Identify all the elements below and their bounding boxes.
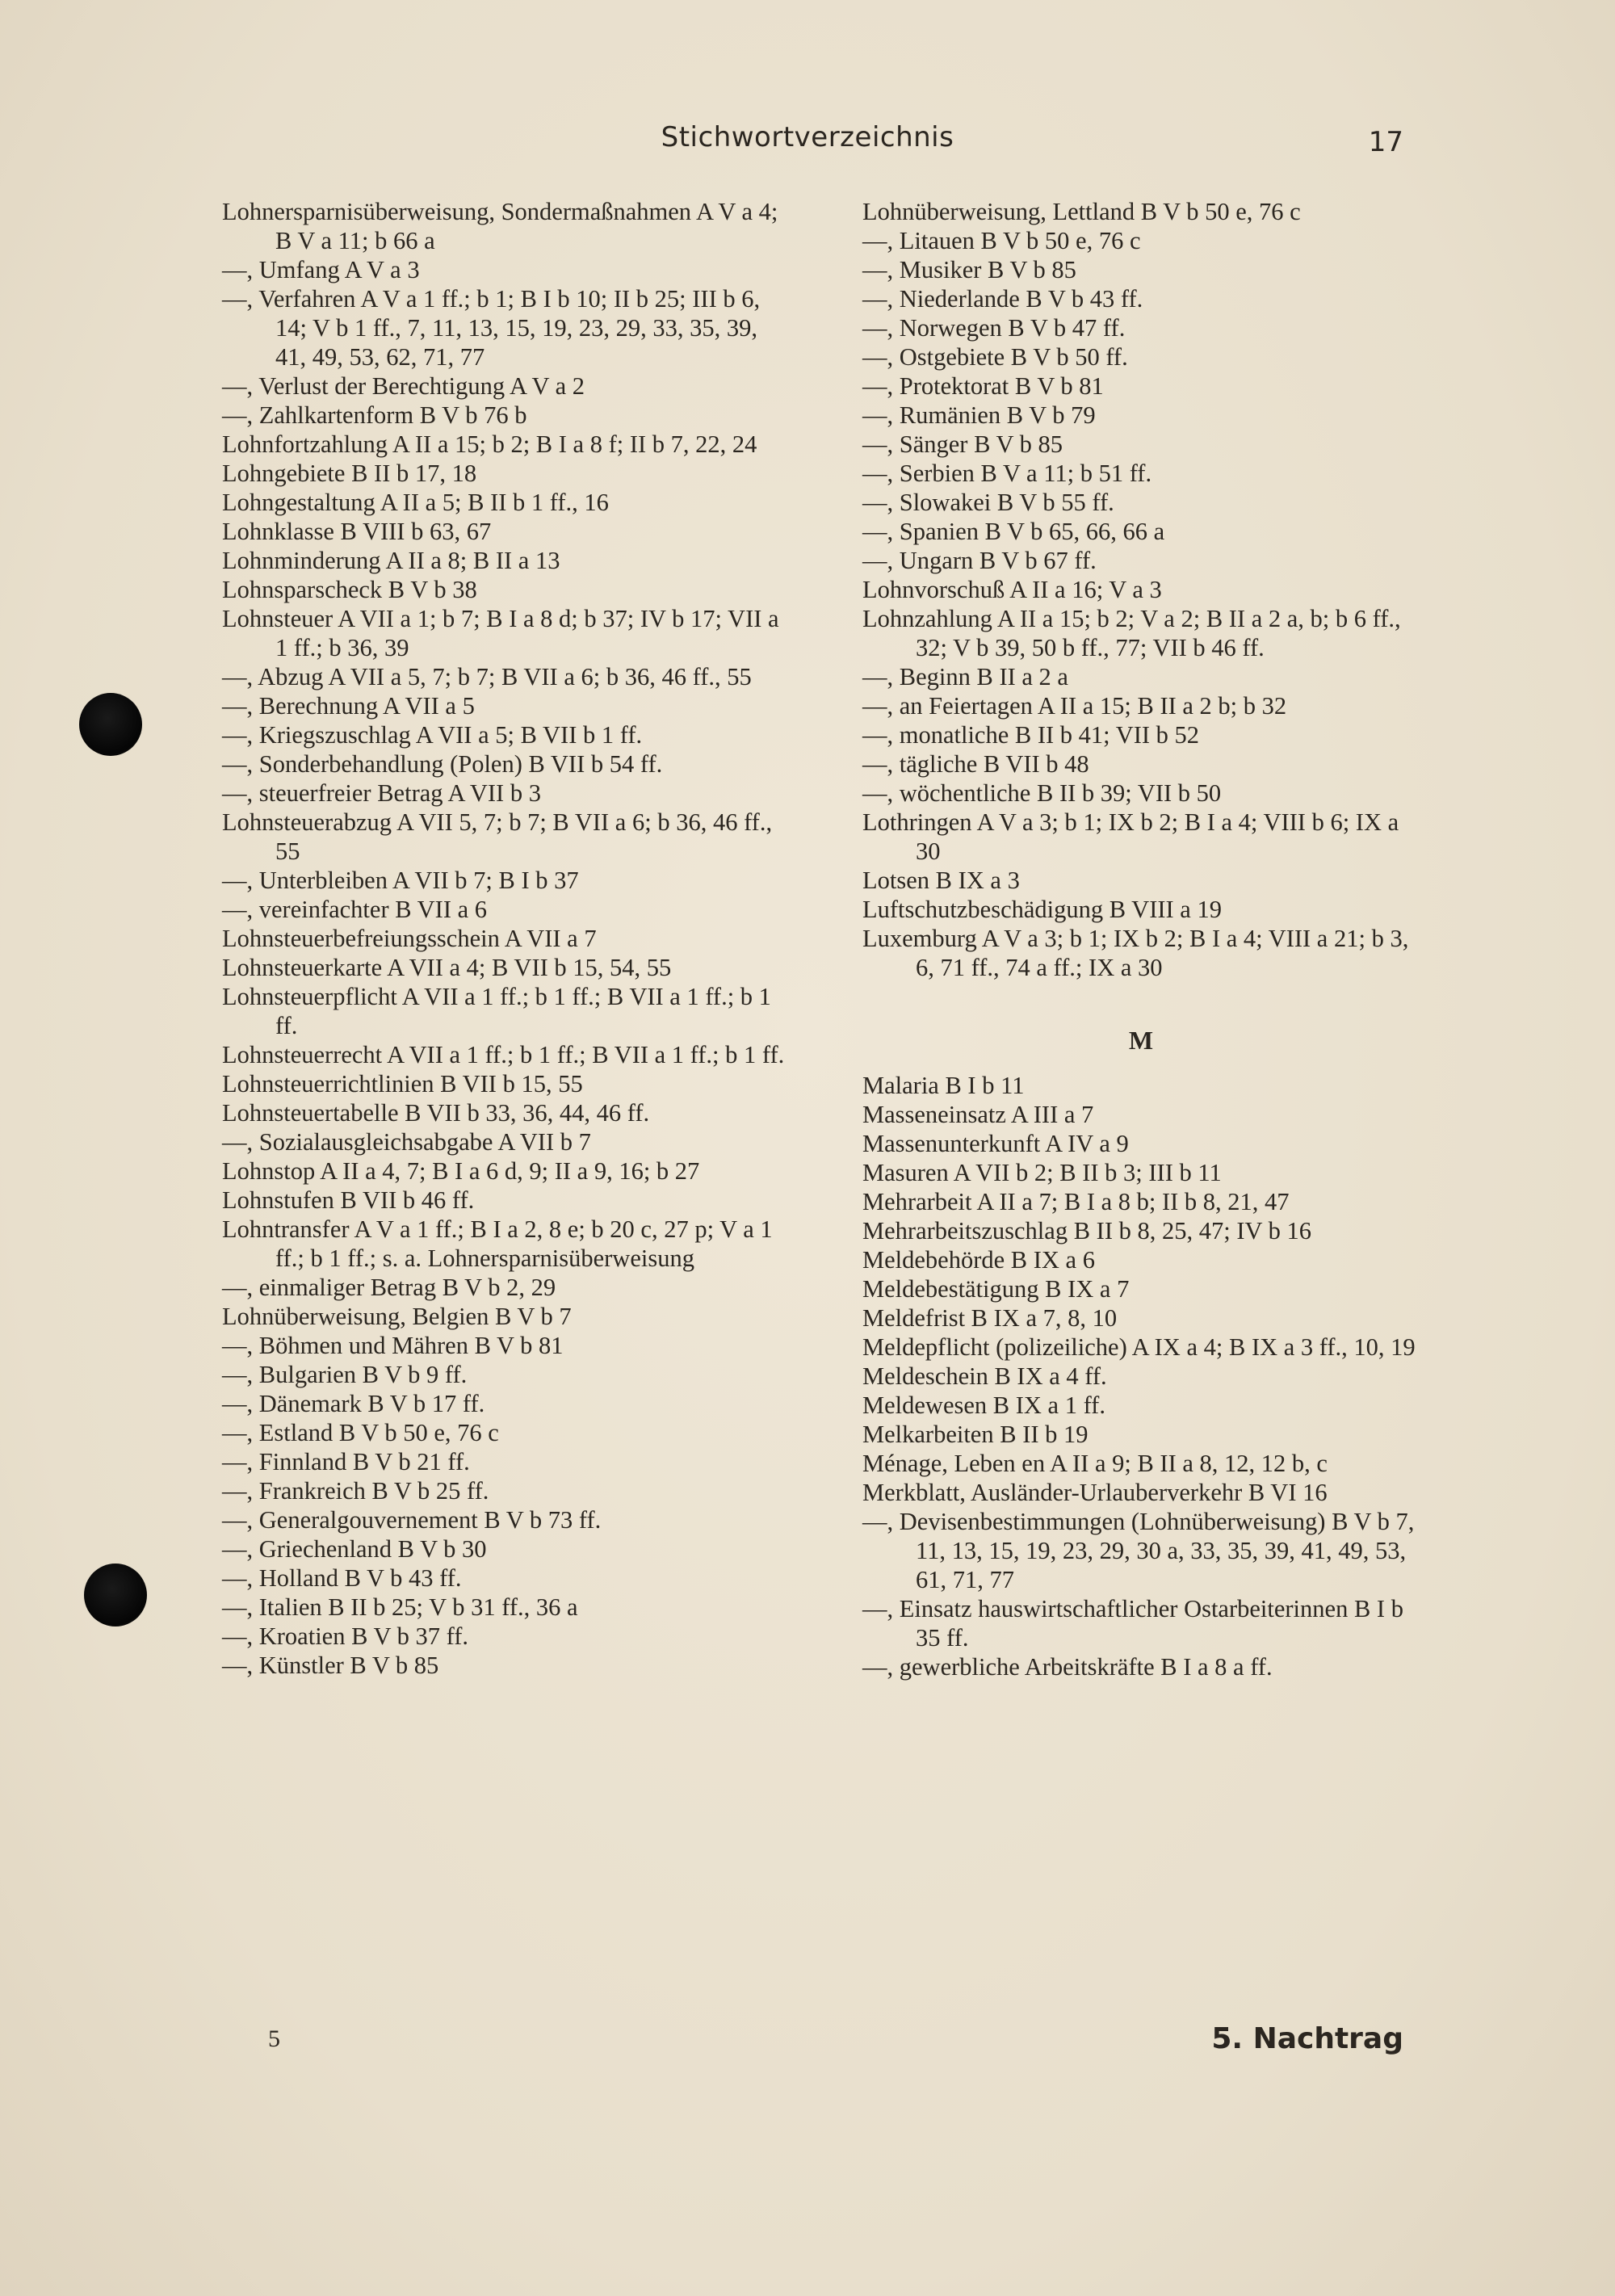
index-entry: —, Kriegszuschlag A VII a 5; B VII b 1 ff. [222, 721, 643, 749]
index-entry: Luftschutzbeschädigung B VIII a 19 [862, 896, 1222, 923]
index-entry: —, Norwegen B V b 47 ff. [862, 314, 1126, 342]
index-entry: Lohnstufen B VII b 46 ff. [222, 1186, 475, 1214]
index-entry: Lohnfortzahlung A II a 15; b 2; B I a 8 f; II b 7, 22, 24 [222, 430, 757, 458]
index-entry: Lohntransfer A V a 1 ff.; B I a 2, 8 e; b 20 c, 27 p; V a 1 ff.; b 1 ff.; s. a. Lohnersparnisüberweisung [222, 1215, 773, 1272]
index-entry: —, Verlust der Berechtigung A V a 2 [222, 372, 585, 400]
index-entry: Merkblatt, Ausländer-Urlauberverkehr B VI 16 [862, 1479, 1328, 1506]
index-entry: Lohnstop A II a 4, 7; B I a 6 d, 9; II a 9, 16; b 27 [222, 1157, 700, 1185]
index-entry: Lohnsparscheck B V b 38 [222, 576, 477, 603]
index-entry: —, Ungarn B V b 67 ff. [862, 547, 1097, 574]
index-entry: —, wöchentliche B II b 39; VII b 50 [862, 779, 1222, 807]
index-entry: —, Italien B II b 25; V b 31 ff., 36 a [222, 1593, 578, 1621]
index-entry: —, Verfahren A V a 1 ff.; b 1; B I b 10; II b 25; III b 6, 14; V b 1 ff., 7, 11, 13, 15, 19, 23, 29, 33, 35, 39, 41, 49, 53, 62, 71, 77 [222, 285, 761, 371]
index-entry: —, Spanien B V b 65, 66, 66 a [862, 518, 1165, 545]
punch-hole-bottom [84, 1564, 147, 1627]
index-entry: —, Niederlande B V b 43 ff. [862, 285, 1143, 313]
index-entry: —, Litauen B V b 50 e, 76 c [862, 227, 1141, 254]
index-column-left [222, 197, 787, 1680]
index-entry: Lohnsteuerpflicht A VII a 1 ff.; b 1 ff.; B VII a 1 ff.; b 1 ff. [222, 983, 771, 1039]
index-entry: —, Bulgarien B V b 9 ff. [222, 1361, 468, 1388]
index-entry: —, Rumänien B V b 79 [862, 401, 1096, 429]
index-entry: Massenunterkunft A IV a 9 [862, 1130, 1129, 1157]
index-column-right [862, 197, 1420, 1681]
index-entry: —, Musiker B V b 85 [862, 256, 1076, 283]
index-entry: Lohnsteuerrichtlinien B VII b 15, 55 [222, 1070, 583, 1098]
index-entry: Lohnsteuer A VII a 1; b 7; B I a 8 d; b 37; IV b 17; VII a 1 ff.; b 36, 39 [222, 605, 779, 661]
index-entry: —, Holland B V b 43 ff. [222, 1564, 462, 1592]
index-entry: —, Zahlkartenform B V b 76 b [222, 401, 527, 429]
index-entry: Masuren A VII b 2; B II b 3; III b 11 [862, 1159, 1222, 1186]
index-entry: —, Slowakei B V b 55 ff. [862, 489, 1114, 516]
index-entry: Malaria B I b 11 [862, 1072, 1025, 1099]
index-entry: —, Estland B V b 50 e, 76 c [222, 1419, 499, 1446]
index-entry: —, Umfang A V a 3 [222, 256, 420, 283]
index-entry: Ménage, Leben en A II a 9; B II a 8, 12, 12 b, c [862, 1450, 1328, 1477]
index-entry: —, Protektorat B V b 81 [862, 372, 1104, 400]
index-entry: Lohnsteuerabzug A VII 5, 7; b 7; B VII a 6; b 36, 46 ff., 55 [222, 808, 773, 865]
index-entry: Mehrarbeit A II a 7; B I a 8 b; II b 8, 21, 47 [862, 1188, 1290, 1215]
signature-mark: 5 [268, 2025, 280, 2052]
index-entry: —, Devisenbestimmungen (Lohnüberweisung) B V b 7, 11, 13, 15, 19, 23, 29, 30 a, 33, 35, 39, 41, 49, 53, 61, 71, 77 [862, 1508, 1415, 1593]
index-entry: —, Berechnung A VII a 5 [222, 692, 475, 720]
index-entry: —, steuerfreier Betrag A VII b 3 [222, 779, 541, 807]
index-entry: —, Frankreich B V b 25 ff. [222, 1477, 489, 1505]
index-entry: Lothringen A V a 3; b 1; IX b 2; B I a 4; VIII b 6; IX a 30 [862, 808, 1399, 865]
index-entry: Lohnklasse B VIII b 63, 67 [222, 518, 492, 545]
index-entry: —, Ostgebiete B V b 50 ff. [862, 343, 1128, 371]
index-entry: Masseneinsatz A III a 7 [862, 1101, 1094, 1128]
edition-label: 5. Nachtrag [1211, 2022, 1403, 2055]
index-entry: —, Sozialausgleichsabgabe A VII b 7 [222, 1128, 591, 1156]
index-entry: Lohnsteuerkarte A VII a 4; B VII b 15, 54, 55 [222, 954, 672, 981]
section-letter-heading: M [1128, 1026, 1154, 1055]
index-entry: Meldebestätigung B IX a 7 [862, 1275, 1130, 1303]
index-entry: —, Künstler B V b 85 [222, 1652, 439, 1679]
index-entry: —, Beginn B II a 2 a [862, 663, 1068, 690]
page-title: Stichwortverzeichnis [661, 121, 954, 153]
index-entry: Lohnvorschuß A II a 16; V a 3 [862, 576, 1162, 603]
index-entry: —, Sonderbehandlung (Polen) B VII b 54 ff. [222, 750, 663, 778]
index-entry: Lohngestaltung A II a 5; B II b 1 ff., 16 [222, 489, 609, 516]
index-entry: Meldebehörde B IX a 6 [862, 1246, 1095, 1274]
index-entry: —, monatliche B II b 41; VII b 52 [862, 721, 1200, 749]
punch-hole-top [79, 693, 142, 756]
index-entry: Lohnsteuerbefreiungsschein A VII a 7 [222, 925, 597, 952]
index-section-l-continued [862, 197, 1420, 982]
index-entry: —, an Feiertagen A II a 15; B II a 2 b; b 32 [862, 692, 1287, 720]
index-entry: —, Einsatz hauswirtschaftlicher Ostarbeiterinnen B I b 35 ff. [862, 1595, 1403, 1652]
index-entry: Lohnsteuertabelle B VII b 33, 36, 44, 46 ff. [222, 1099, 650, 1127]
index-entry: —, Finnland B V b 21 ff. [222, 1448, 470, 1475]
index-entry: Meldepflicht (polizeiliche) A IX a 4; B IX a 3 ff., 10, 19 [862, 1333, 1416, 1361]
index-entry: —, Generalgouvernement B V b 73 ff. [222, 1506, 602, 1534]
index-section-m [862, 1071, 1420, 1681]
index-entry: Lohnzahlung A II a 15; b 2; V a 2; B II a 2 a, b; b 6 ff., 32; V b 39, 50 b ff., 77; VII b 46 ff. [862, 605, 1401, 661]
index-entry: —, tägliche B VII b 48 [862, 750, 1089, 778]
index-entry: —, Abzug A VII a 5, 7; b 7; B VII a 6; b 36, 46 ff., 55 [222, 663, 752, 690]
index-entry: —, Böhmen und Mähren B V b 81 [222, 1332, 564, 1359]
index-entry: Lohngebiete B II b 17, 18 [222, 460, 477, 487]
index-entry: Lohnminderung A II a 8; B II a 13 [222, 547, 560, 574]
index-entry: Meldeschein B IX a 4 ff. [862, 1362, 1107, 1390]
index-entry: Lohnersparnisüberweisung, Sondermaßnahmen A V a 4; B V a 11; b 66 a [222, 198, 778, 254]
index-entry: —, vereinfachter B VII a 6 [222, 896, 488, 923]
index-entry: Lotsen B IX a 3 [862, 867, 1020, 894]
index-entry: —, einmaliger Betrag B V b 2, 29 [222, 1274, 556, 1301]
index-entry: Meldefrist B IX a 7, 8, 10 [862, 1304, 1118, 1332]
index-entry: Mehrarbeitszuschlag B II b 8, 25, 47; IV b 16 [862, 1217, 1311, 1245]
index-entry: Meldewesen B IX a 1 ff. [862, 1391, 1105, 1419]
index-entry: —, Dänemark B V b 17 ff. [222, 1390, 485, 1417]
index-entry: —, Serbien B V a 11; b 51 ff. [862, 460, 1152, 487]
index-entry: Lohnsteuerrecht A VII a 1 ff.; b 1 ff.; B VII a 1 ff.; b 1 ff. [222, 1041, 785, 1068]
index-entry: Melkarbeiten B II b 19 [862, 1421, 1089, 1448]
index-entry: Luxemburg A V a 3; b 1; IX b 2; B I a 4; VIII a 21; b 3, 6, 71 ff., 74 a ff.; IX a 30 [862, 925, 1409, 981]
index-entry: —, Sänger B V b 85 [862, 430, 1063, 458]
index-entry: Lohnüberweisung, Lettland B V b 50 e, 76 c [862, 198, 1301, 225]
index-entry: —, Kroatien B V b 37 ff. [222, 1622, 468, 1650]
index-entry: —, Unterbleiben A VII b 7; B I b 37 [222, 867, 579, 894]
index-entry: Lohnüberweisung, Belgien B V b 7 [222, 1303, 572, 1330]
index-entry: —, Griechenland B V b 30 [222, 1535, 487, 1563]
index-entry: —, gewerbliche Arbeitskräfte B I a 8 a ff. [862, 1653, 1273, 1681]
page-number: 17 [1368, 126, 1403, 158]
